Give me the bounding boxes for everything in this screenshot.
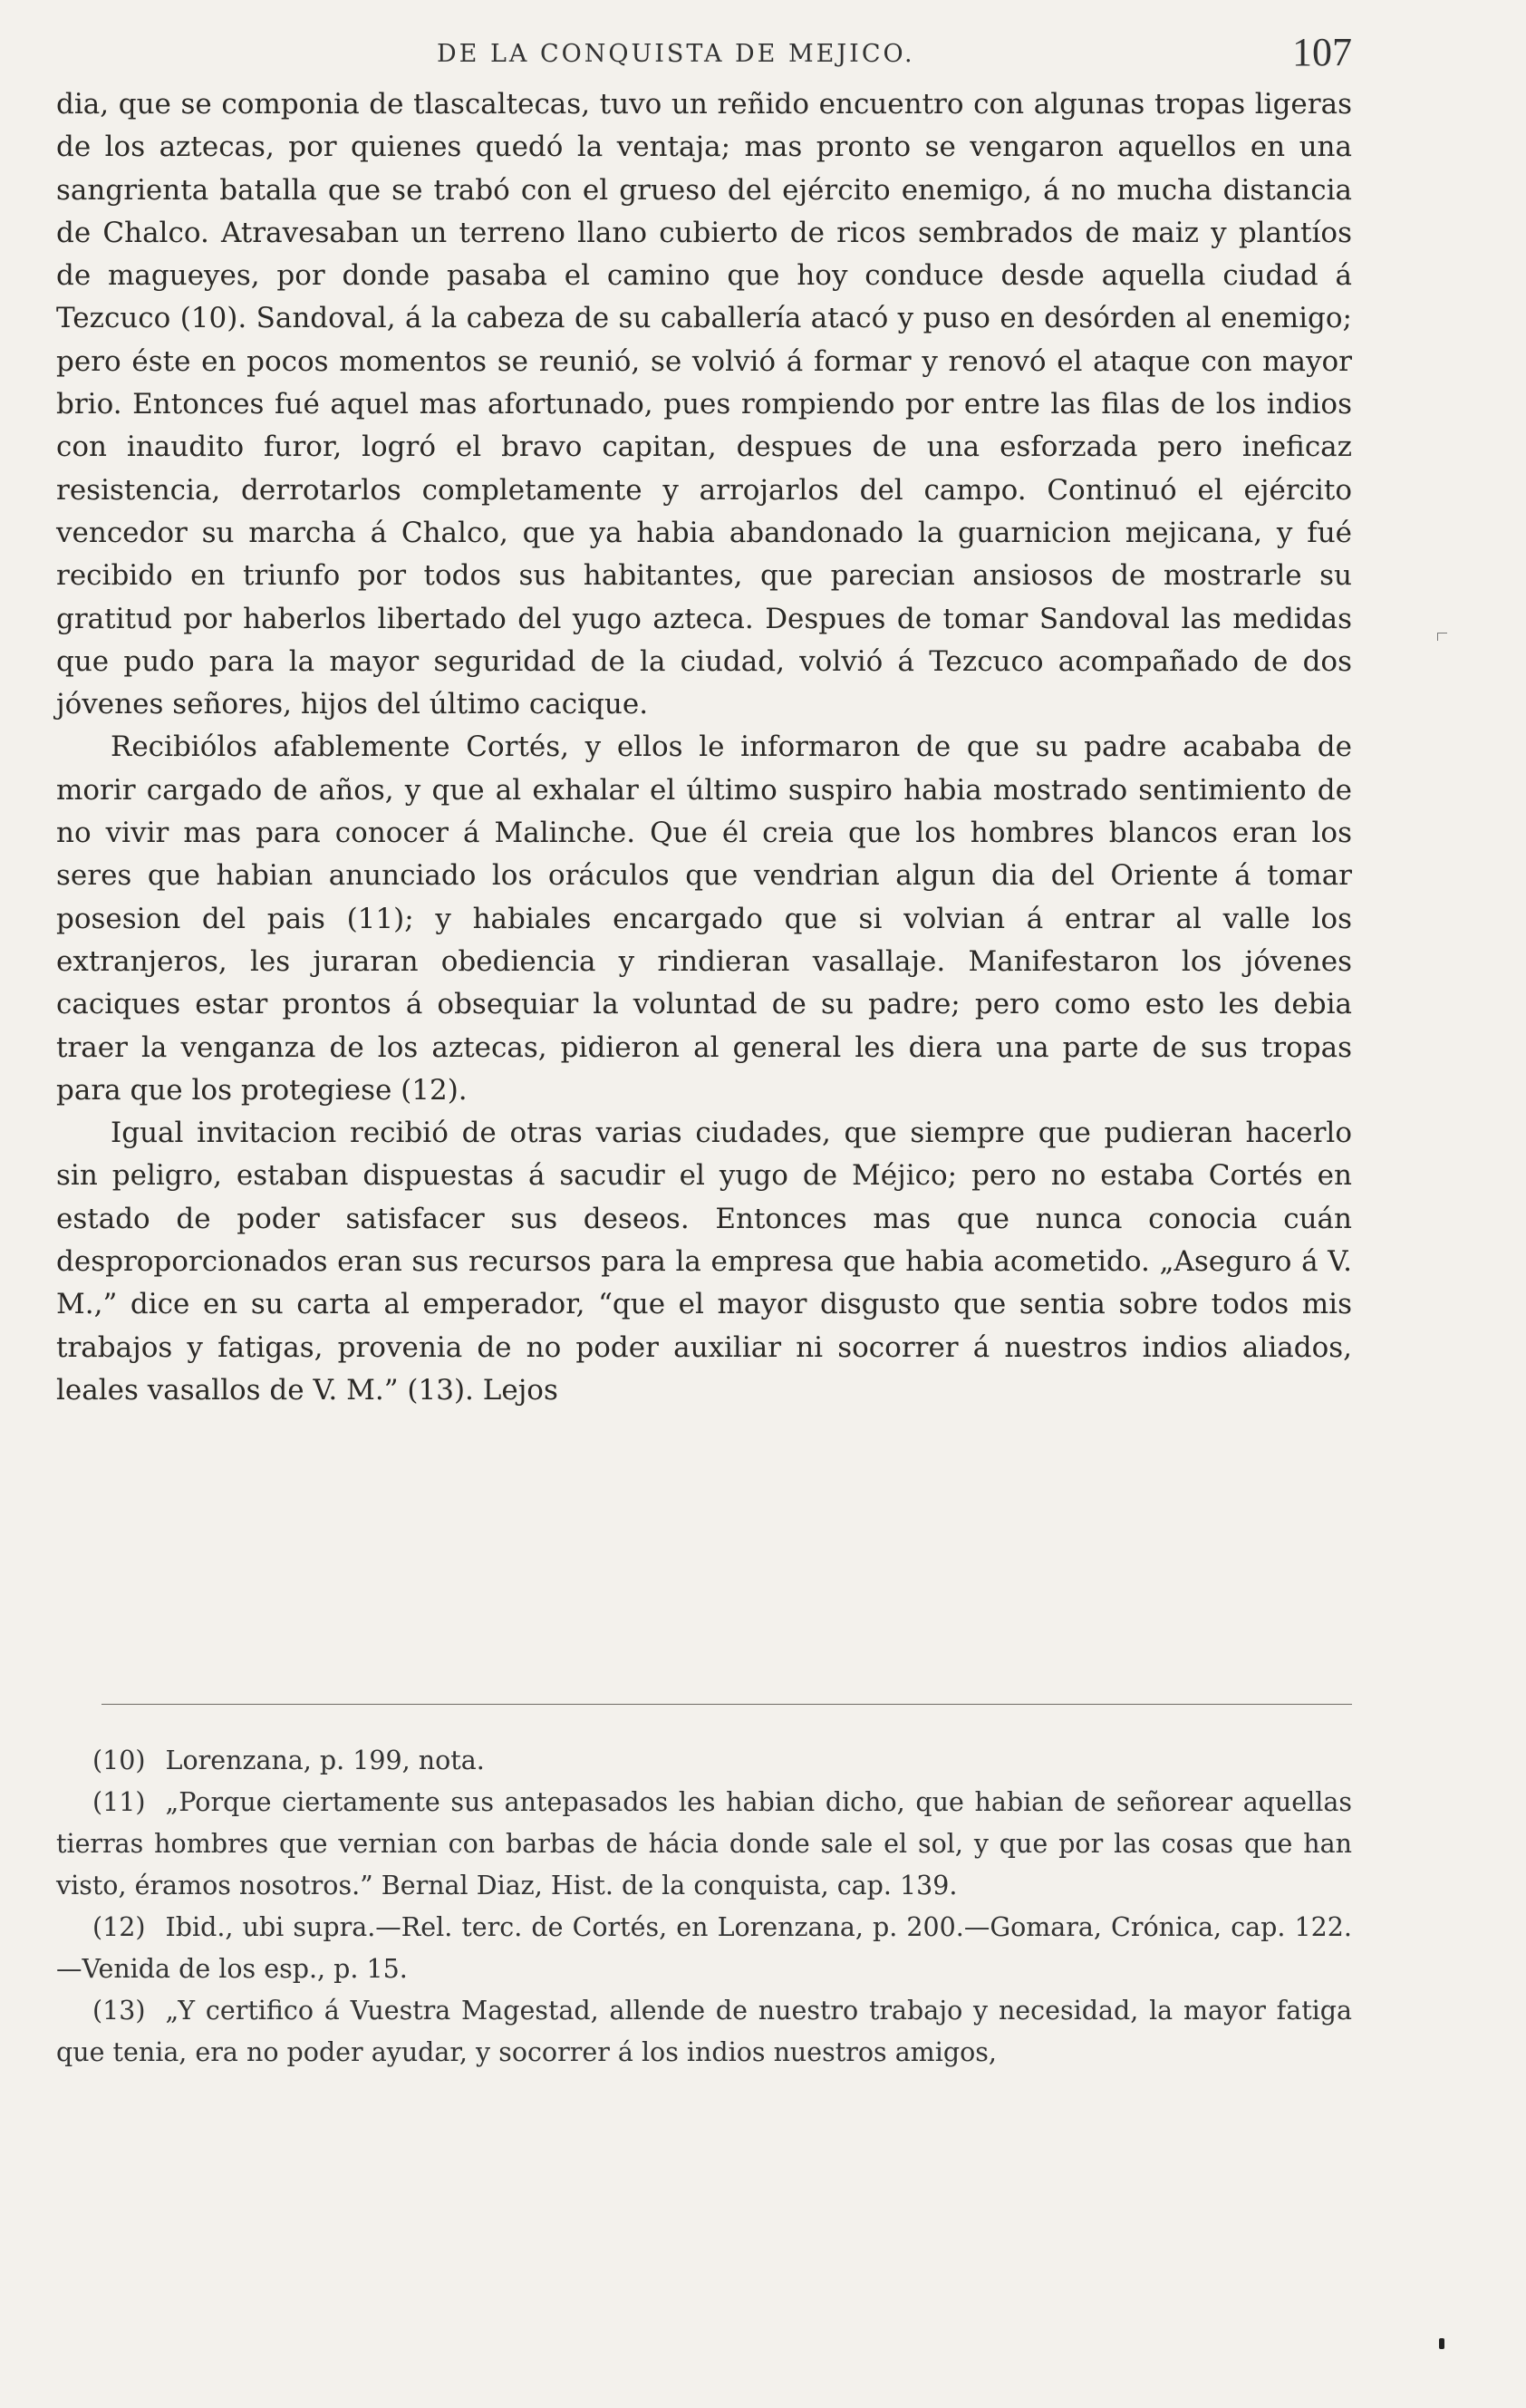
footnote-mark: (13) [92, 1996, 146, 2026]
footnote-rule [101, 1704, 1352, 1705]
paragraph-2: Recibiólos afablemente Cortés, y ellos le informaron de que su padre acababa de morir cargado de años, y que al exhalar el último suspiro habia mostrado sentimiento de no vivir mas para conocer á Malinche. Que él creia que los hombres blancos eran los seres que habian anunciado los oráculos que vendrian algun dia del Oriente á tomar posesion del pais (11); y habiales encargado que si volvian á entrar al valle los extranjeros, les juraran obediencia y rindieran vasallaje. Manifestaron los jóvenes caciques estar prontos á obsequiar la voluntad de su padre; pero como esto les debia traer la venganza de los aztecas, pidieron al general les diera una parte de sus tropas para que los protegiese (12). [56, 730, 1352, 1107]
footnote-mark: (10) [92, 1746, 146, 1775]
footnote-11 [56, 1782, 1352, 1907]
footnote-13 [56, 1990, 1352, 2074]
margin-mark [1437, 633, 1447, 641]
footnote-text: „Porque ciertamente sus antepasados les habian dicho, que habian de señorear aquellas tierras hombres que vernian con barbas de hácia donde sale el sol, y que por las cosas que han visto, éramos nosotros.” Bernal Diaz, Hist. de la conquista, cap. 139. [56, 1787, 1352, 1900]
footnote-text: „Y certifico á Vuestra Magestad, allende de nuestro trabajo y necesidad, la mayor fatiga que tenia, era no poder ayudar, y socorrer á los indios nuestros amigos, [56, 1996, 1352, 2067]
footnote-12 [56, 1907, 1352, 1990]
main-text [56, 83, 1352, 1412]
footnote-mark: (12) [92, 1912, 146, 1942]
running-head [56, 27, 1352, 82]
footnote-10 [56, 1740, 1352, 1782]
page-number: 107 [1292, 30, 1352, 74]
footnotes [56, 1740, 1352, 2074]
ink-speck [1439, 2338, 1444, 2349]
running-title: DE LA CONQUISTA DE MEJICO. [437, 40, 915, 68]
footnote-text: Lorenzana, p. 199, nota. [165, 1746, 485, 1775]
footnote-text: Ibid., ubi supra.—Rel. terc. de Cortés, en Lorenzana, p. 200.—Gomara, Crónica, cap. 122.—Venida de los esp., p. 15. [56, 1912, 1352, 1984]
paragraph-3: Igual invitacion recibió de otras varias ciudades, que siempre que pudieran hacerlo sin peligro, estaban dispuestas á sacudir el yugo de Méjico; pero no estaba Cortés en estado de poder satisfacer sus deseos. Entonces mas que nunca conocia cuán desproporcionados eran sus recursos para la empresa que habia acometido. „Aseguro á V. M.,” dice en su carta al emperador, “que el mayor disgusto que sentia sobre todos mis trabajos y fatigas, provenia de no poder auxiliar ni socorrer á nuestros indios aliados, leales vasallos de V. M.” (13). Lejos [56, 1117, 1352, 1407]
paragraph-1: dia, que se componia de tlascaltecas, tuvo un reñido encuentro con algunas tropas ligeras de los aztecas, por quienes quedó la ventaja; mas pronto se vengaron aquellos en una sangrienta batalla que se trabó con el grueso del ejército enemigo, á no mucha distancia de Chalco. Atravesaban un terreno llano cubierto de ricos sembrados de maiz y plantíos de magueyes, por donde pasaba el camino que hoy conduce desde aquella ciudad á Tezcuco (10). Sandoval, á la cabeza de su caballería atacó y puso en desórden al enemigo; pero éste en pocos momentos se reunió, se volvió á formar y renovó el ataque con mayor brio. Entonces fué aquel mas afortunado, pues rompiendo por entre las filas de los indios con inaudito furor, logró el bravo capitan, despues de una esforzada pero ineficaz resistencia, derrotarlos completamente y arrojarlos del campo. Continuó el ejército vencedor su marcha á Chalco, que ya habia abandonado la guarnicion mejicana, y fué recibido en triunfo por todos sus habitantes, que parecian ansiosos de mostrarle su gratitud por haberlos libertado del yugo azteca. Despues de tomar Sandoval las medidas que pudo para la mayor seguridad de la ciudad, volvió á Tezcuco acompañado de dos jóvenes señores, hijos del último cacique. [56, 88, 1352, 721]
footnote-mark: (11) [92, 1787, 146, 1817]
